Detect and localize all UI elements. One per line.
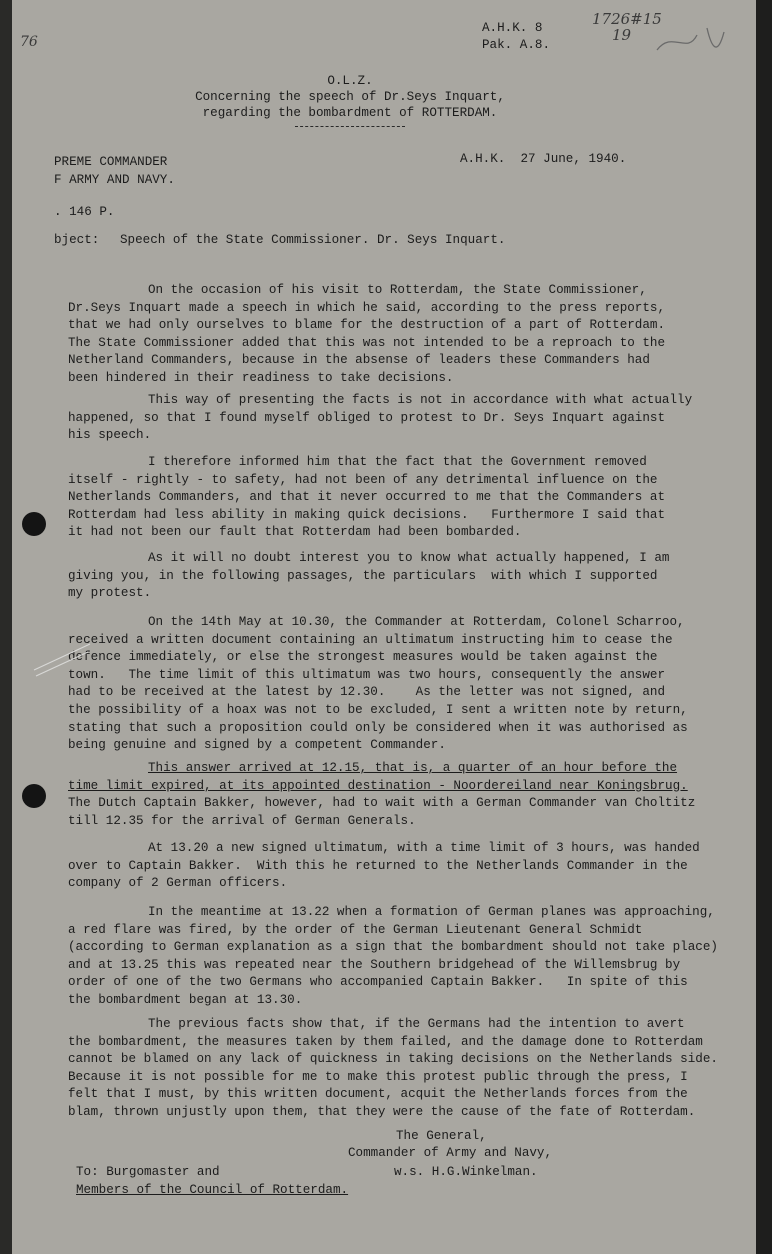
paragraph-7 <box>68 840 700 893</box>
scan-edge-strip <box>756 0 772 1254</box>
paragraph-3 <box>68 454 665 542</box>
text-line: blam, thrown unjustly upon them, that they were the cause of the fate of Rotterdam. <box>68 1104 696 1119</box>
text-line: This way of presenting the facts is not in accordance with what actually <box>148 393 693 407</box>
text-line: town. The time limit of this ultimatum was two hours, consequently the answer <box>68 667 666 682</box>
paragraph-4 <box>68 550 670 603</box>
sender-line-2: F ARMY AND NAVY. <box>54 173 175 187</box>
text-line: the possibility of a hoax was not to be excluded, I sent a written note by return, <box>68 702 688 717</box>
sender-line-1: PREME COMMANDER <box>54 155 168 169</box>
subject-label: bject: <box>54 233 100 247</box>
handwritten-reference-sub: 19 <box>612 26 632 44</box>
text-line: had to be received at the latest by 12.30. As the letter was not signed, and <box>68 685 666 700</box>
document-title-line-1: Concerning the speech of Dr.Seys Inquart, <box>195 90 505 104</box>
text-line: (according to German explanation as a sign that the bombardment should not take place) <box>68 940 718 955</box>
signature-title: The General, <box>396 1129 487 1143</box>
text-line: been hindered in their readiness to take decisions. <box>68 370 454 385</box>
text-line: happened, so that I found myself obliged to protest to Dr. Seys Inquart against <box>68 410 666 425</box>
text-line: and at 13.25 this was repeated near the Southern bridgehead of the Willemsbrug by <box>68 957 681 972</box>
text-line: itself - rightly - to safety, had not been of any detrimental influence on the <box>68 472 658 487</box>
text-line: received a written document containing an ultimatum instructing him to cease the <box>68 632 673 647</box>
text-line: cannot be blamed on any lack of quickness in taking decisions on the Netherlands side. <box>68 1052 718 1067</box>
text-line: the bombardment, the measures taken by them failed, and the damage done to Rotterdam <box>68 1034 703 1049</box>
text-line: The State Commissioner added that this was not intended to be a reproach to the <box>68 335 666 350</box>
place-date: A.H.K. 27 June, 1940. <box>460 152 627 166</box>
text-line: Netherland Commanders, because in the absense of leaders these Commanders had <box>68 353 650 368</box>
pencil-mark-icon <box>32 640 92 680</box>
text-line: company of 2 German officers. <box>68 876 288 891</box>
paragraph-2 <box>68 392 693 445</box>
pencil-scribble-icon <box>652 20 732 60</box>
text-line: it had not been our fault that Rotterdam had been bombarded. <box>68 525 522 540</box>
text-line: Because it is not possible for me to make this protest public through the press, I <box>68 1069 688 1084</box>
signature-name: w.s. H.G.Winkelman. <box>394 1165 538 1179</box>
text-line: the bombardment began at 13.30. <box>68 992 303 1007</box>
text-line: Rotterdam had less ability in making quick decisions. Furthermore I said that <box>68 507 666 522</box>
text-line: defence immediately, or else the strongest measures would be taken against the <box>68 650 658 665</box>
text-line: Netherlands Commanders, and that it never occurred to me that the Commanders at <box>68 490 666 505</box>
text-line: In the meantime at 13.22 when a formation of German planes was approaching, <box>148 905 715 919</box>
text-line: being genuine and signed by a competent Commander. <box>68 738 446 753</box>
text-line: The previous facts show that, if the Germans had the intention to avert <box>148 1017 685 1031</box>
text-line: my protest. <box>68 586 152 601</box>
text-line: Dr.Seys Inquart made a speech in which he said, according to the press reports, <box>68 300 666 315</box>
file-reference-2: Pak. A.8. <box>482 38 551 52</box>
underlined-text-line: This answer arrived at 12.15, that is, a quarter of an hour before the <box>148 761 678 775</box>
punch-hole-bottom <box>22 784 46 808</box>
text-line: stating that such a proposition could only be considered when it was authorised as <box>68 720 688 735</box>
handwritten-reference-number: 1726#15 <box>592 10 662 28</box>
text-line: On the 14th May at 10.30, the Commander at Rotterdam, Colonel Scharroo, <box>148 615 685 629</box>
underlined-text-line: time limit expired, at its appointed destination - Noordereiland near Koningsbrug. <box>68 778 688 793</box>
text-line: order of one of the two Germans who accompanied Captain Bakker. In spite of this <box>68 975 688 990</box>
text-line: his speech. <box>68 428 152 443</box>
file-reference-1: A.H.K. 8 <box>482 21 543 35</box>
paragraph-9 <box>68 1016 718 1122</box>
text-line: The Dutch Captain Bakker, however, had to wait with a German Commander van Choltitz <box>68 796 696 811</box>
text-line: At 13.20 a new signed ultimatum, with a time limit of 3 hours, was handed <box>148 841 700 855</box>
text-line: a red flare was fired, by the order of the German Lieutenant General Schmidt <box>68 922 643 937</box>
recipient-line-1: To: Burgomaster and <box>76 1165 220 1179</box>
text-line: giving you, in the following passages, the particulars with which I supported <box>68 568 658 583</box>
text-line: till 12.35 for the arrival of German Generals. <box>68 813 416 828</box>
document-page <box>12 0 756 1254</box>
text-line: I therefore informed him that the fact that the Government removed <box>148 455 647 469</box>
paragraph-6 <box>68 760 695 830</box>
text-line: over to Captain Bakker. With this he returned to the Netherlands Commander in the <box>68 858 688 873</box>
punch-hole-top <box>22 512 46 536</box>
margin-handwritten-note: 76 <box>20 34 38 50</box>
paragraph-1 <box>68 282 665 388</box>
text-line: felt that I must, by this written document, acquit the Netherlands forces from the <box>68 1087 688 1102</box>
signature-position: Commander of Army and Navy, <box>348 1146 553 1160</box>
title-separator <box>295 126 405 127</box>
paragraph-5 <box>68 614 688 755</box>
paragraph-8 <box>68 904 718 1010</box>
recipient-line-2: Members of the Council of Rotterdam. <box>76 1183 349 1197</box>
text-line: that we had only ourselves to blame for the destruction of a part of Rotterdam. <box>68 318 666 333</box>
text-line: On the occasion of his visit to Rotterdam, the State Commissioner, <box>148 283 647 297</box>
text-line: As it will no doubt interest you to know what actually happened, I am <box>148 551 670 565</box>
document-title-line-2: regarding the bombardment of ROTTERDAM. <box>202 106 498 120</box>
subject-text: Speech of the State Commissioner. Dr. Seys Inquart. <box>120 233 506 247</box>
document-title-abbrev: O.L.Z. <box>327 74 373 88</box>
document-number: . 146 P. <box>54 205 115 219</box>
